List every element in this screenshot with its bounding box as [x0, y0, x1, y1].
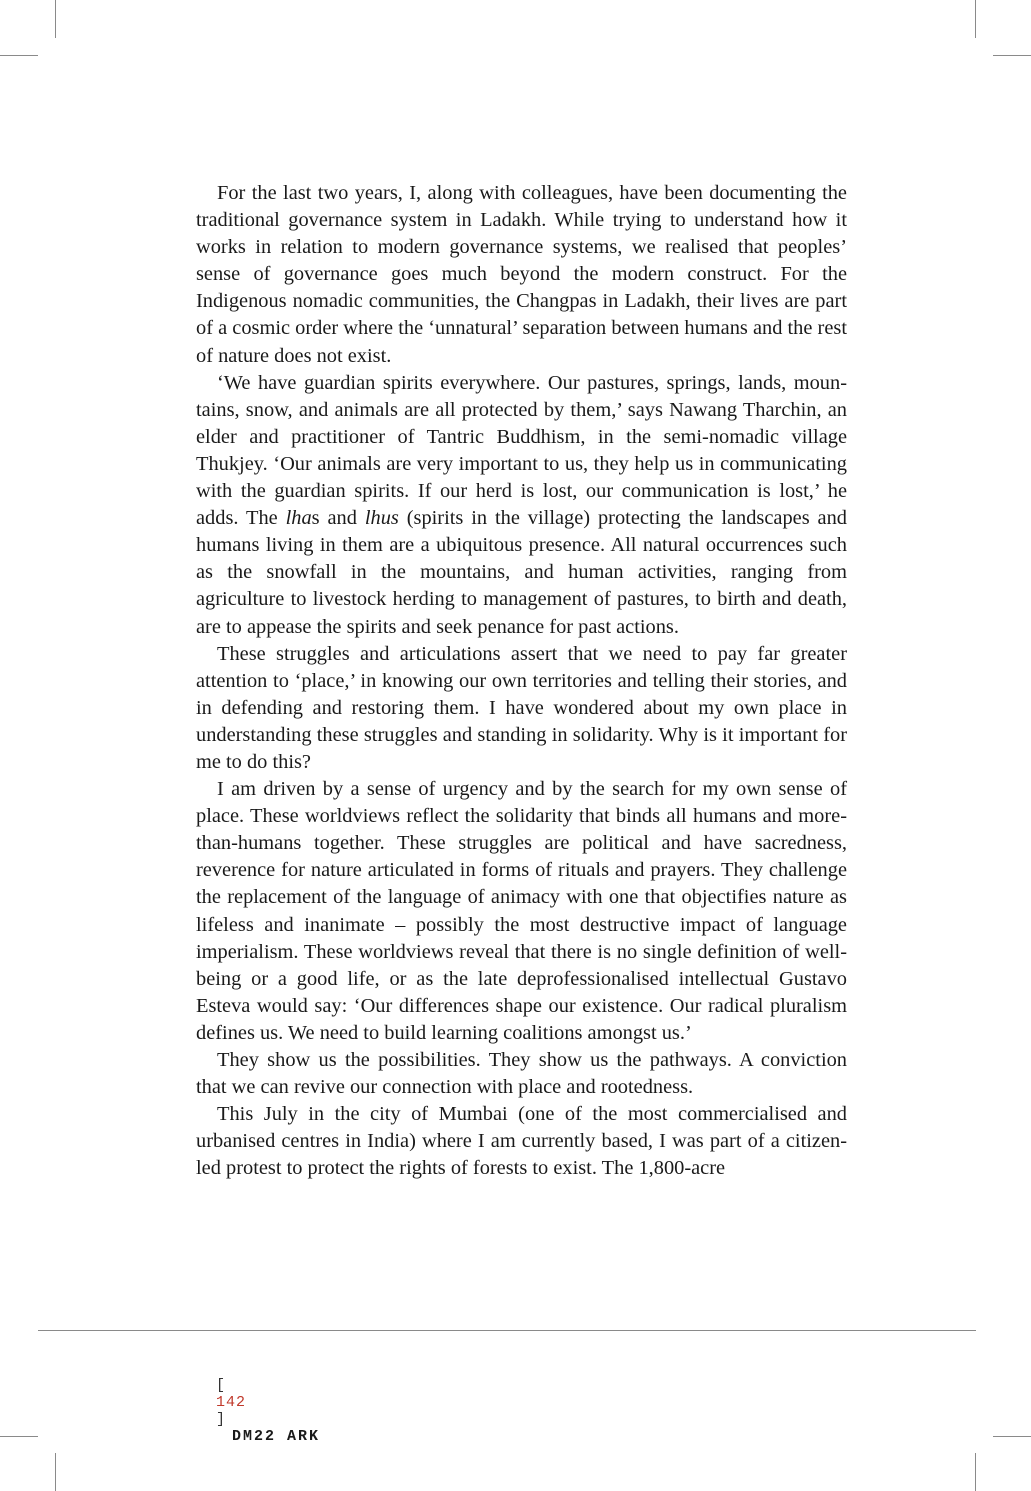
issue-label: DM22 ARK [232, 1428, 321, 1445]
text-run: s and [311, 507, 365, 530]
text-run: I am driven by a sense of urgency and by the search for my own sense of place. These worldviews reflect the solidarity that binds all humans and more-than-humans together. These struggles are political and have sacredness, reverence for nature articulated in forms of rituals and prayers. They challenge the replacement of the language of animacy with one that objectifies nature as lifeless and inanimate – possibly the most destructive impact of language imperialism. These worldviews reveal that there is no single definition of well-being or a good life, or as the late deprofessionalised intellectual Gustavo Esteva would say: ‘Our differences shape our existence. Our radical pluralism defines us. We need to build learning coalitions amongst us.’ [196, 778, 847, 1044]
crop-mark [55, 0, 56, 38]
text-run: ‘We have guardian spirits everywhere. Our pastures, springs, lands, mountains, snow, and animals are all protected by them,’ says Nawang Tharchin, an elder and practitioner of Tantric Buddhism, in the semi-nomadic village Thukjey. ‘Our animals are very important to us, they help us in communicating with the guardian spirits. If our herd is lost, our communication is lost,’ he adds. The [196, 371, 847, 530]
paragraph [196, 641, 847, 776]
italic-term: lha [285, 507, 312, 530]
italic-term: lhus [364, 507, 399, 530]
bracket-open: [ [216, 1377, 227, 1394]
paragraph [196, 180, 847, 370]
paragraph [196, 1047, 847, 1101]
text-run: They show us the possibilities. They show us the pathways. A conviction that we can revive our connection with place and rootedness. [196, 1049, 847, 1099]
paragraph [196, 776, 847, 1047]
crop-mark [993, 55, 1031, 56]
crop-mark [0, 1436, 38, 1437]
crop-mark [993, 1436, 1031, 1437]
text-run: For the last two years, I, along with colleagues, have been documenting the traditional governance system in Ladakh. While trying to understand how it works in relation to modern governance systems, we realised that peoples’ sense of governance goes much beyond the modern construct. For the Indigenous nomadic communities, the Changpas in Ladakh, their lives are part of a cosmic order where the ‘unnatural’ separation between humans and the rest of nature does not exist. [196, 182, 847, 367]
body-text [196, 180, 847, 1182]
crop-mark [975, 0, 976, 38]
paragraph [196, 370, 847, 641]
bracket-close: ] [216, 1411, 227, 1428]
footer-divider [38, 1330, 976, 1331]
page-number: 142 [216, 1394, 247, 1411]
crop-mark [975, 1453, 976, 1491]
page-footer [196, 1360, 320, 1445]
crop-mark [55, 1453, 56, 1491]
text-run: (spirits in the village) protecting the landscapes and humans living in them are a ubiquitous presence. All natural occurrences such as the snowfall in the mountains, and human activities, ranging from agriculture to livestock herding to management of pastures, to birth and death, are to appease the spirits and seek penance for past actions. [196, 507, 847, 638]
paragraph [196, 1101, 847, 1182]
text-run: This July in the city of Mumbai (one of the most commercialised and urbanised centres in India) where I am currently based, I was part of a citizen-led protest to protect the rights of forests to exist. The 1,800-acre [196, 1103, 847, 1180]
text-run: These struggles and articulations assert that we need to pay far greater attention to ‘place,’ in knowing our own territories and telling their stories, and in defending and restoring them. I have wondered about my own place in understanding these struggles and standing in solidarity. Why is it important for me to do this? [196, 642, 847, 773]
crop-mark [0, 55, 38, 56]
